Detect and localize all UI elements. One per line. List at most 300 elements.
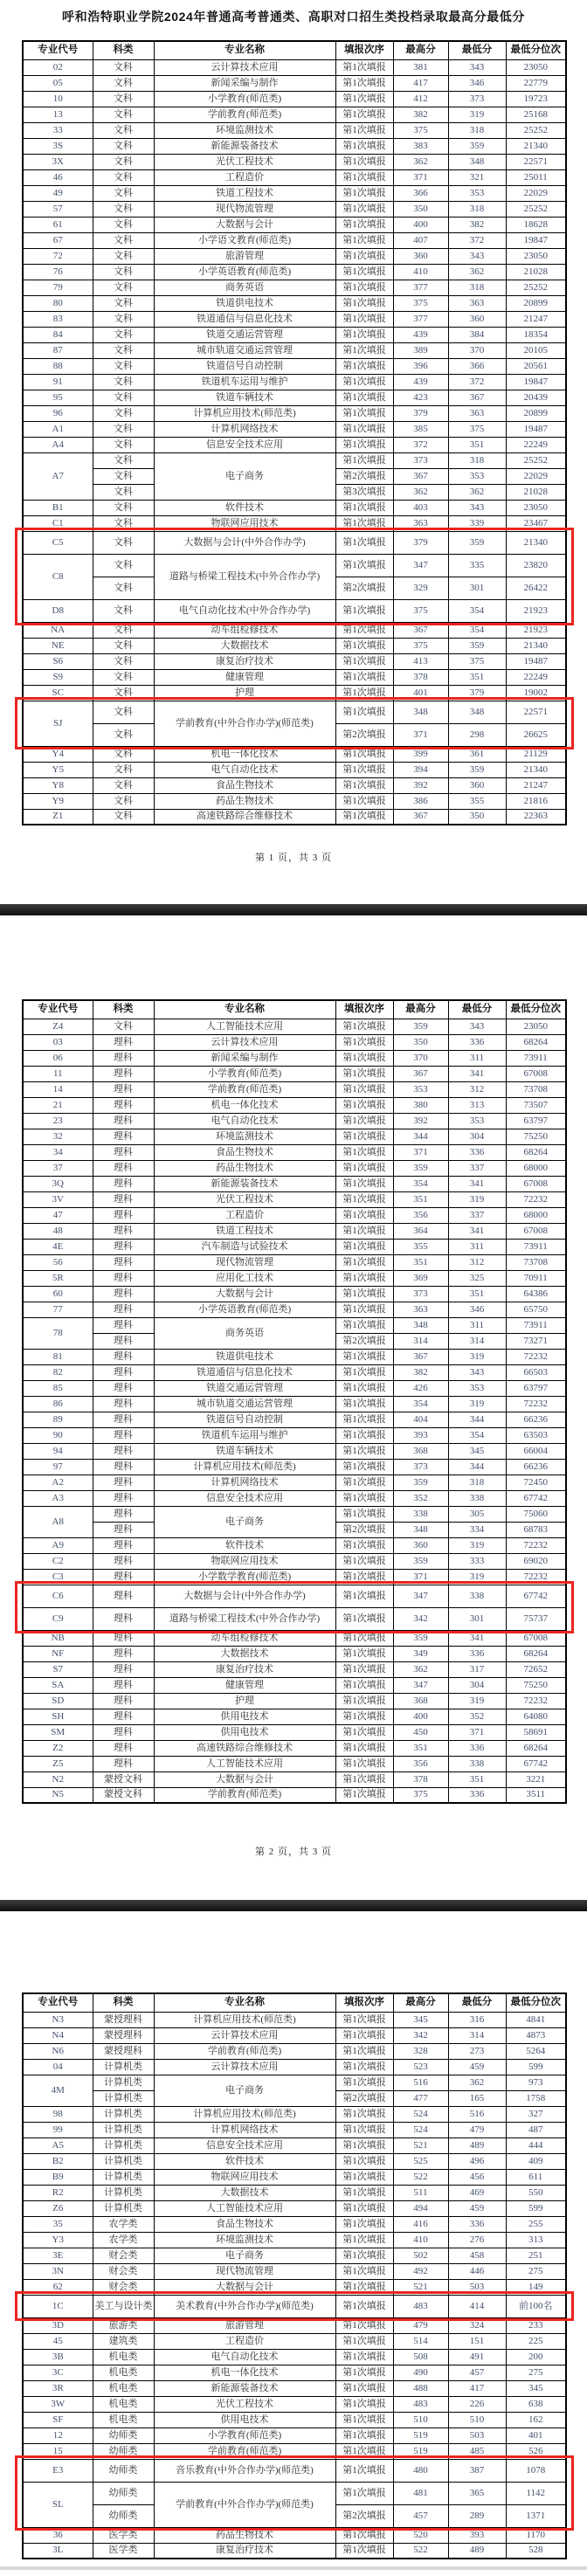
cell-code: S6 [23,653,93,669]
cell-code: C5 [23,531,93,554]
table-row [23,1490,566,1506]
table-row [23,777,566,793]
cell-major: 机电一体化技术 [154,1097,335,1113]
table-row [23,169,566,185]
column-header: 填报次序 [335,41,393,59]
cell-min: 351 [448,669,506,685]
cell-rank: 5264 [506,2043,566,2059]
table-row [23,1412,566,1427]
cell-min: 384 [448,327,506,342]
cell-code: N3 [23,2012,93,2027]
page-2 [0,999,587,1858]
table-row [23,1787,566,1803]
cell-seq: 第1次填报 [335,185,393,201]
cell-seq: 第1次填报 [335,1191,393,1207]
cell-rank: 26422 [506,577,566,599]
cell-code: 88 [23,358,93,374]
cell-code: 34 [23,1144,93,1160]
cell-max: 426 [393,1380,448,1396]
cell-major: 物联网应用技术 [154,2169,335,2185]
cell-rank: 26625 [506,723,566,746]
cell-category: 理科 [93,1349,154,1364]
cell-rank: 200 [506,2349,566,2365]
cell-rank: 64080 [506,1709,566,1724]
cell-seq: 第1次填报 [335,1537,393,1553]
cell-code: SF [23,2412,93,2428]
cell-seq: 第1次填报 [335,1630,393,1646]
cell-rank: 409 [506,2153,566,2169]
cell-code: 3C [23,2365,93,2380]
table-row [23,217,566,232]
cell-seq: 第1次填报 [335,59,393,75]
table-row [23,2527,566,2543]
cell-max: 371 [393,169,448,185]
cell-code: 3Q [23,1176,93,1191]
cell-major: 光伏工程技术 [154,154,335,169]
cell-min: 351 [448,437,506,452]
cell-seq: 第1次填报 [335,1034,393,1050]
cell-seq: 第1次填报 [335,1317,393,1333]
cell-max: 508 [393,2349,448,2365]
cell-rank: 64386 [506,1286,566,1302]
cell-code: 4E [23,1239,93,1254]
cell-max: 329 [393,577,448,599]
cell-min: 298 [448,723,506,746]
cell-min: 375 [448,421,506,437]
cell-rank: 22249 [506,669,566,685]
cell-category: 计算机类 [93,2106,154,2122]
cell-min: 276 [448,2232,506,2248]
cell-max: 351 [393,1191,448,1207]
cell-major: 供用电技术 [154,1709,335,1724]
cell-seq: 第1次填报 [335,2482,393,2504]
cell-rank: 68264 [506,1144,566,1160]
cell-seq: 第1次填报 [335,1302,393,1317]
cell-rank: 75060 [506,1506,566,1522]
cell-max: 379 [393,531,448,554]
cell-max: 359 [393,1019,448,1034]
cell-seq: 第1次填报 [335,1459,393,1474]
cell-code: 13 [23,107,93,122]
table-row [23,2412,566,2428]
table-row [23,554,566,577]
cell-rank: 149 [506,2279,566,2295]
cell-major: 美术教育(中外合作办学)(师范类) [154,2295,335,2317]
cell-min: 393 [448,2527,506,2543]
cell-seq: 第1次填报 [335,327,393,342]
cell-major: 现代物流管理 [154,2263,335,2279]
cell-category: 机电类 [93,2396,154,2412]
cell-category: 理科 [93,1034,154,1050]
cell-category: 理科 [93,1176,154,1191]
cell-rank: 20899 [506,295,566,311]
cell-code: 62 [23,2279,93,2295]
cell-seq: 第1次填报 [335,2396,393,2412]
header-row [23,1993,566,2012]
cell-rank: 72232 [506,1396,566,1412]
cell-max: 356 [393,1207,448,1223]
cell-category: 计算机类 [93,2059,154,2075]
cell-max: 521 [393,2137,448,2153]
cell-min: 469 [448,2185,506,2200]
table-row [23,746,566,762]
cell-max: 410 [393,264,448,280]
cell-rank: 75250 [506,1129,566,1144]
cell-category: 计算机类 [93,2200,154,2216]
cell-major: 学前教育(中外合作办学)(师范类) [154,2482,335,2527]
cell-seq: 第1次填报 [335,1019,393,1034]
cell-code: R2 [23,2185,93,2200]
cell-rank: 19847 [506,232,566,248]
cell-seq: 第1次填报 [335,2012,393,2027]
cell-rank: 65750 [506,1302,566,1317]
column-header: 最低分位次 [506,41,566,59]
cell-major: 云计算技术应用 [154,2059,335,2075]
cell-rank: 1078 [506,2459,566,2482]
cell-category: 文科 [93,685,154,701]
cell-code: A5 [23,2137,93,2153]
cell-category: 理科 [93,1113,154,1129]
cell-major: 物联网应用技术 [154,515,335,531]
table-row [23,295,566,311]
cell-max: 514 [393,2333,448,2349]
cell-max: 347 [393,1677,448,1693]
cell-code: S9 [23,669,93,685]
column-header: 专业代号 [23,41,93,59]
cell-max: 353 [393,1081,448,1097]
table-row [23,2137,566,2153]
cell-max: 355 [393,1239,448,1254]
cell-min: 354 [448,622,506,638]
cell-code: 95 [23,390,93,405]
cell-min: 336 [448,1144,506,1160]
cell-max: 348 [393,1317,448,1333]
cell-seq: 第1次填报 [335,169,393,185]
cell-seq: 第1次填报 [335,2043,393,2059]
cell-seq: 第1次填报 [335,1709,393,1724]
cell-code: 85 [23,1380,93,1396]
cell-category: 幼师类 [93,2504,154,2527]
cell-seq: 第1次填报 [335,793,393,809]
cell-category: 医学类 [93,2543,154,2559]
cell-code: SD [23,1693,93,1709]
cell-max: 347 [393,1585,448,1607]
cell-rank: 3221 [506,1771,566,1787]
cell-min: 314 [448,2027,506,2043]
cell-category: 理科 [93,1380,154,1396]
cell-seq: 第1次填报 [335,515,393,531]
cell-major: 铁道交通运营管理 [154,327,335,342]
column-header: 最低分位次 [506,1993,566,2012]
cell-code: N2 [23,1771,93,1787]
cell-code: 3N [23,2263,93,2279]
table-row [23,1646,566,1661]
column-header: 科类 [93,41,154,59]
cell-major: 大数据与会计 [154,1771,335,1787]
cell-category: 文科 [93,437,154,452]
cell-min: 360 [448,777,506,793]
scores-table-page-3 [22,1992,567,2559]
cell-category: 财会类 [93,2263,154,2279]
cell-max: 481 [393,2482,448,2504]
table-row [23,342,566,358]
cell-category: 蒙授理科 [93,2012,154,2027]
cell-major: 大数据技术 [154,638,335,653]
document-title: 呼和浩特职业学院2024年普通高考普通类、高职对口招生类投档录取最高分最低分 [62,10,525,24]
cell-min: 341 [448,1176,506,1191]
cell-rank: 68783 [506,1522,566,1537]
cell-major: 学前教育(师范类) [154,2043,335,2059]
cell-min: 334 [448,1522,506,1537]
cell-rank: 23050 [506,59,566,75]
cell-major: 机电一体化技术 [154,746,335,762]
cell-seq: 第1次填报 [335,311,393,327]
cell-category: 理科 [93,1129,154,1144]
cell-major: 高速铁路综合维修技术 [154,1740,335,1756]
cell-category: 美工与设计类 [93,2295,154,2317]
table-row [23,1317,566,1333]
table-row [23,2122,566,2137]
cell-max: 439 [393,374,448,390]
cell-category: 理科 [93,1553,154,1569]
cell-max: 524 [393,2122,448,2137]
cell-rank: 前100名 [506,2295,566,2317]
cell-max: 371 [393,723,448,746]
cell-max: 342 [393,2027,448,2043]
cell-code: N6 [23,2043,93,2059]
cell-max: 407 [393,232,448,248]
cell-category: 理科 [93,1693,154,1709]
table-row [23,2248,566,2263]
cell-code: A8 [23,1506,93,1537]
cell-code: B2 [23,2153,93,2169]
table-row [23,201,566,217]
cell-seq: 第1次填报 [335,2380,393,2396]
cell-seq: 第1次填报 [335,1585,393,1607]
cell-major: 汽车制造与试验技术 [154,1239,335,1254]
cell-min: 337 [448,1160,506,1176]
cell-category: 文科 [93,500,154,515]
cell-max: 483 [393,2396,448,2412]
cell-seq: 第1次填报 [335,2317,393,2333]
cell-max: 375 [393,295,448,311]
cell-category: 理科 [93,1661,154,1677]
table-row [23,2380,566,2396]
cell-major: 铁道车辆技术 [154,390,335,405]
cell-seq: 第1次填报 [335,75,393,91]
table-row [23,2482,566,2504]
cell-code: 04 [23,2059,93,2075]
cell-major: 计算机网络技术 [154,2122,335,2137]
cell-major: 现代物流管理 [154,1254,335,1270]
scores-table-page-2 [22,999,567,1804]
cell-rank: 1371 [506,2504,566,2527]
table-row [23,405,566,421]
cell-code: 49 [23,185,93,201]
cell-code: 86 [23,1396,93,1412]
cell-min: 151 [448,2333,506,2349]
cell-category: 理科 [93,1396,154,1412]
cell-min: 373 [448,91,506,107]
cell-code: 48 [23,1223,93,1239]
cell-min: 354 [448,599,506,622]
cell-rank: 21247 [506,311,566,327]
cell-min: 344 [448,1412,506,1427]
cell-major: 工程造价 [154,1207,335,1223]
cell-max: 394 [393,762,448,777]
cell-rank: 526 [506,2443,566,2459]
cell-max: 502 [393,2248,448,2263]
cell-max: 516 [393,2075,448,2090]
column-header: 专业代号 [23,1993,93,2012]
cell-category: 机电类 [93,2365,154,2380]
cell-min: 459 [448,2059,506,2075]
cell-min: 336 [448,1034,506,1050]
column-header: 最高分 [393,1000,448,1019]
cell-category: 理科 [93,1490,154,1506]
cell-code: 76 [23,264,93,280]
cell-min: 485 [448,2443,506,2459]
cell-major: 学前教育(师范类) [154,107,335,122]
column-header: 专业名称 [154,41,335,59]
cell-rank: 72232 [506,1537,566,1553]
table-row [23,452,566,468]
cell-major: 软件技术 [154,500,335,515]
cell-code: Z6 [23,2200,93,2216]
cell-seq: 第1次填报 [335,2185,393,2200]
cell-rank: 63797 [506,1380,566,1396]
cell-max: 477 [393,2090,448,2106]
cell-max: 367 [393,1066,448,1081]
cell-category: 计算机类 [93,2185,154,2200]
cell-rank: 20561 [506,358,566,374]
cell-category: 计算机类 [93,2075,154,2090]
cell-code: C2 [23,1553,93,1569]
cell-major: 计算机应用技术(师范类) [154,2012,335,2027]
cell-category: 文科 [93,154,154,169]
cell-code: C6 [23,1585,93,1607]
cell-category: 幼师类 [93,2428,154,2443]
table-row [23,374,566,390]
cell-max: 373 [393,1286,448,1302]
cell-category: 理科 [93,1646,154,1661]
cell-major: 光伏工程技术 [154,2396,335,2412]
cell-rank: 58691 [506,1724,566,1740]
cell-min: 341 [448,1630,506,1646]
cell-major: 大数据与会计 [154,1286,335,1302]
cell-seq: 第1次填报 [335,342,393,358]
cell-code: SC [23,685,93,701]
cell-min: 324 [448,2317,506,2333]
cell-category: 理科 [93,1677,154,1693]
cell-seq: 第1次填报 [335,2295,393,2317]
table-row [23,2317,566,2333]
cell-seq: 第2次填报 [335,1522,393,1537]
cell-min: 319 [448,1349,506,1364]
cell-rank: 23050 [506,248,566,264]
cell-major: 新能源装备技术 [154,2380,335,2396]
cell-seq: 第1次填报 [335,2412,393,2428]
cell-min: 362 [448,484,506,500]
cell-major: 小学教育(师范类) [154,1066,335,1081]
cell-seq: 第1次填报 [335,1787,393,1803]
cell-rank: 63797 [506,1113,566,1129]
cell-seq: 第1次填报 [335,2200,393,2216]
cell-rank: 23050 [506,500,566,515]
cell-seq: 第1次填报 [335,777,393,793]
cell-max: 380 [393,1097,448,1113]
table-row [23,638,566,653]
cell-code: 35 [23,2216,93,2232]
table-row [23,1677,566,1693]
cell-min: 387 [448,2459,506,2482]
cell-seq: 第1次填报 [335,1646,393,1661]
cell-code: 81 [23,1349,93,1364]
cell-rank: 19487 [506,421,566,437]
column-header: 最低分 [448,1993,506,2012]
cell-code: 3X [23,154,93,169]
cell-min: 301 [448,577,506,599]
cell-min: 318 [448,122,506,138]
cell-rank: 21129 [506,746,566,762]
cell-min: 365 [448,2482,506,2504]
cell-min: 318 [448,280,506,295]
cell-max: 349 [393,1646,448,1661]
cell-rank: 68000 [506,1207,566,1223]
cell-major: 计算机应用技术(师范类) [154,405,335,421]
cell-min: 319 [448,1396,506,1412]
cell-max: 480 [393,2459,448,2482]
cell-min: 301 [448,1607,506,1630]
cell-category: 理科 [93,1522,154,1537]
cell-max: 371 [393,1569,448,1585]
cell-max: 520 [393,2527,448,2543]
cell-max: 360 [393,248,448,264]
cell-category: 计算机类 [93,2137,154,2153]
cell-rank: 20899 [506,405,566,421]
cell-rank: 327 [506,2106,566,2122]
cell-rank: 69020 [506,1553,566,1569]
cell-major: 铁道交通运营管理 [154,1380,335,1396]
cell-min: 457 [448,2365,506,2380]
cell-rank: 72232 [506,1569,566,1585]
cell-code: Z5 [23,1756,93,1771]
cell-major: 康复治疗技术 [154,2543,335,2559]
cell-category: 旅游类 [93,2317,154,2333]
cell-seq: 第2次填报 [335,2504,393,2527]
cell-max: 381 [393,59,448,75]
cell-min: 319 [448,1569,506,1585]
table-row [23,1380,566,1396]
cell-major: 城市轨道交通运营管理 [154,1396,335,1412]
cell-seq: 第1次填报 [335,1661,393,1677]
cell-code: A1 [23,421,93,437]
cell-min: 345 [448,1443,506,1459]
cell-min: 339 [448,515,506,531]
cell-rank: 73507 [506,1097,566,1113]
cell-max: 348 [393,1522,448,1537]
cell-category: 计算机类 [93,2169,154,2185]
cell-major: 健康管理 [154,1677,335,1693]
cell-rank: 73271 [506,1333,566,1349]
cell-major: 环境监测技术 [154,2232,335,2248]
cell-rank: 67742 [506,1490,566,1506]
cell-code: 3W [23,2396,93,2412]
cell-major: 大数据与会计(中外合作办学) [154,531,335,554]
cell-rank: 4873 [506,2027,566,2043]
cell-rank: 22363 [506,809,566,825]
table-row [23,75,566,91]
